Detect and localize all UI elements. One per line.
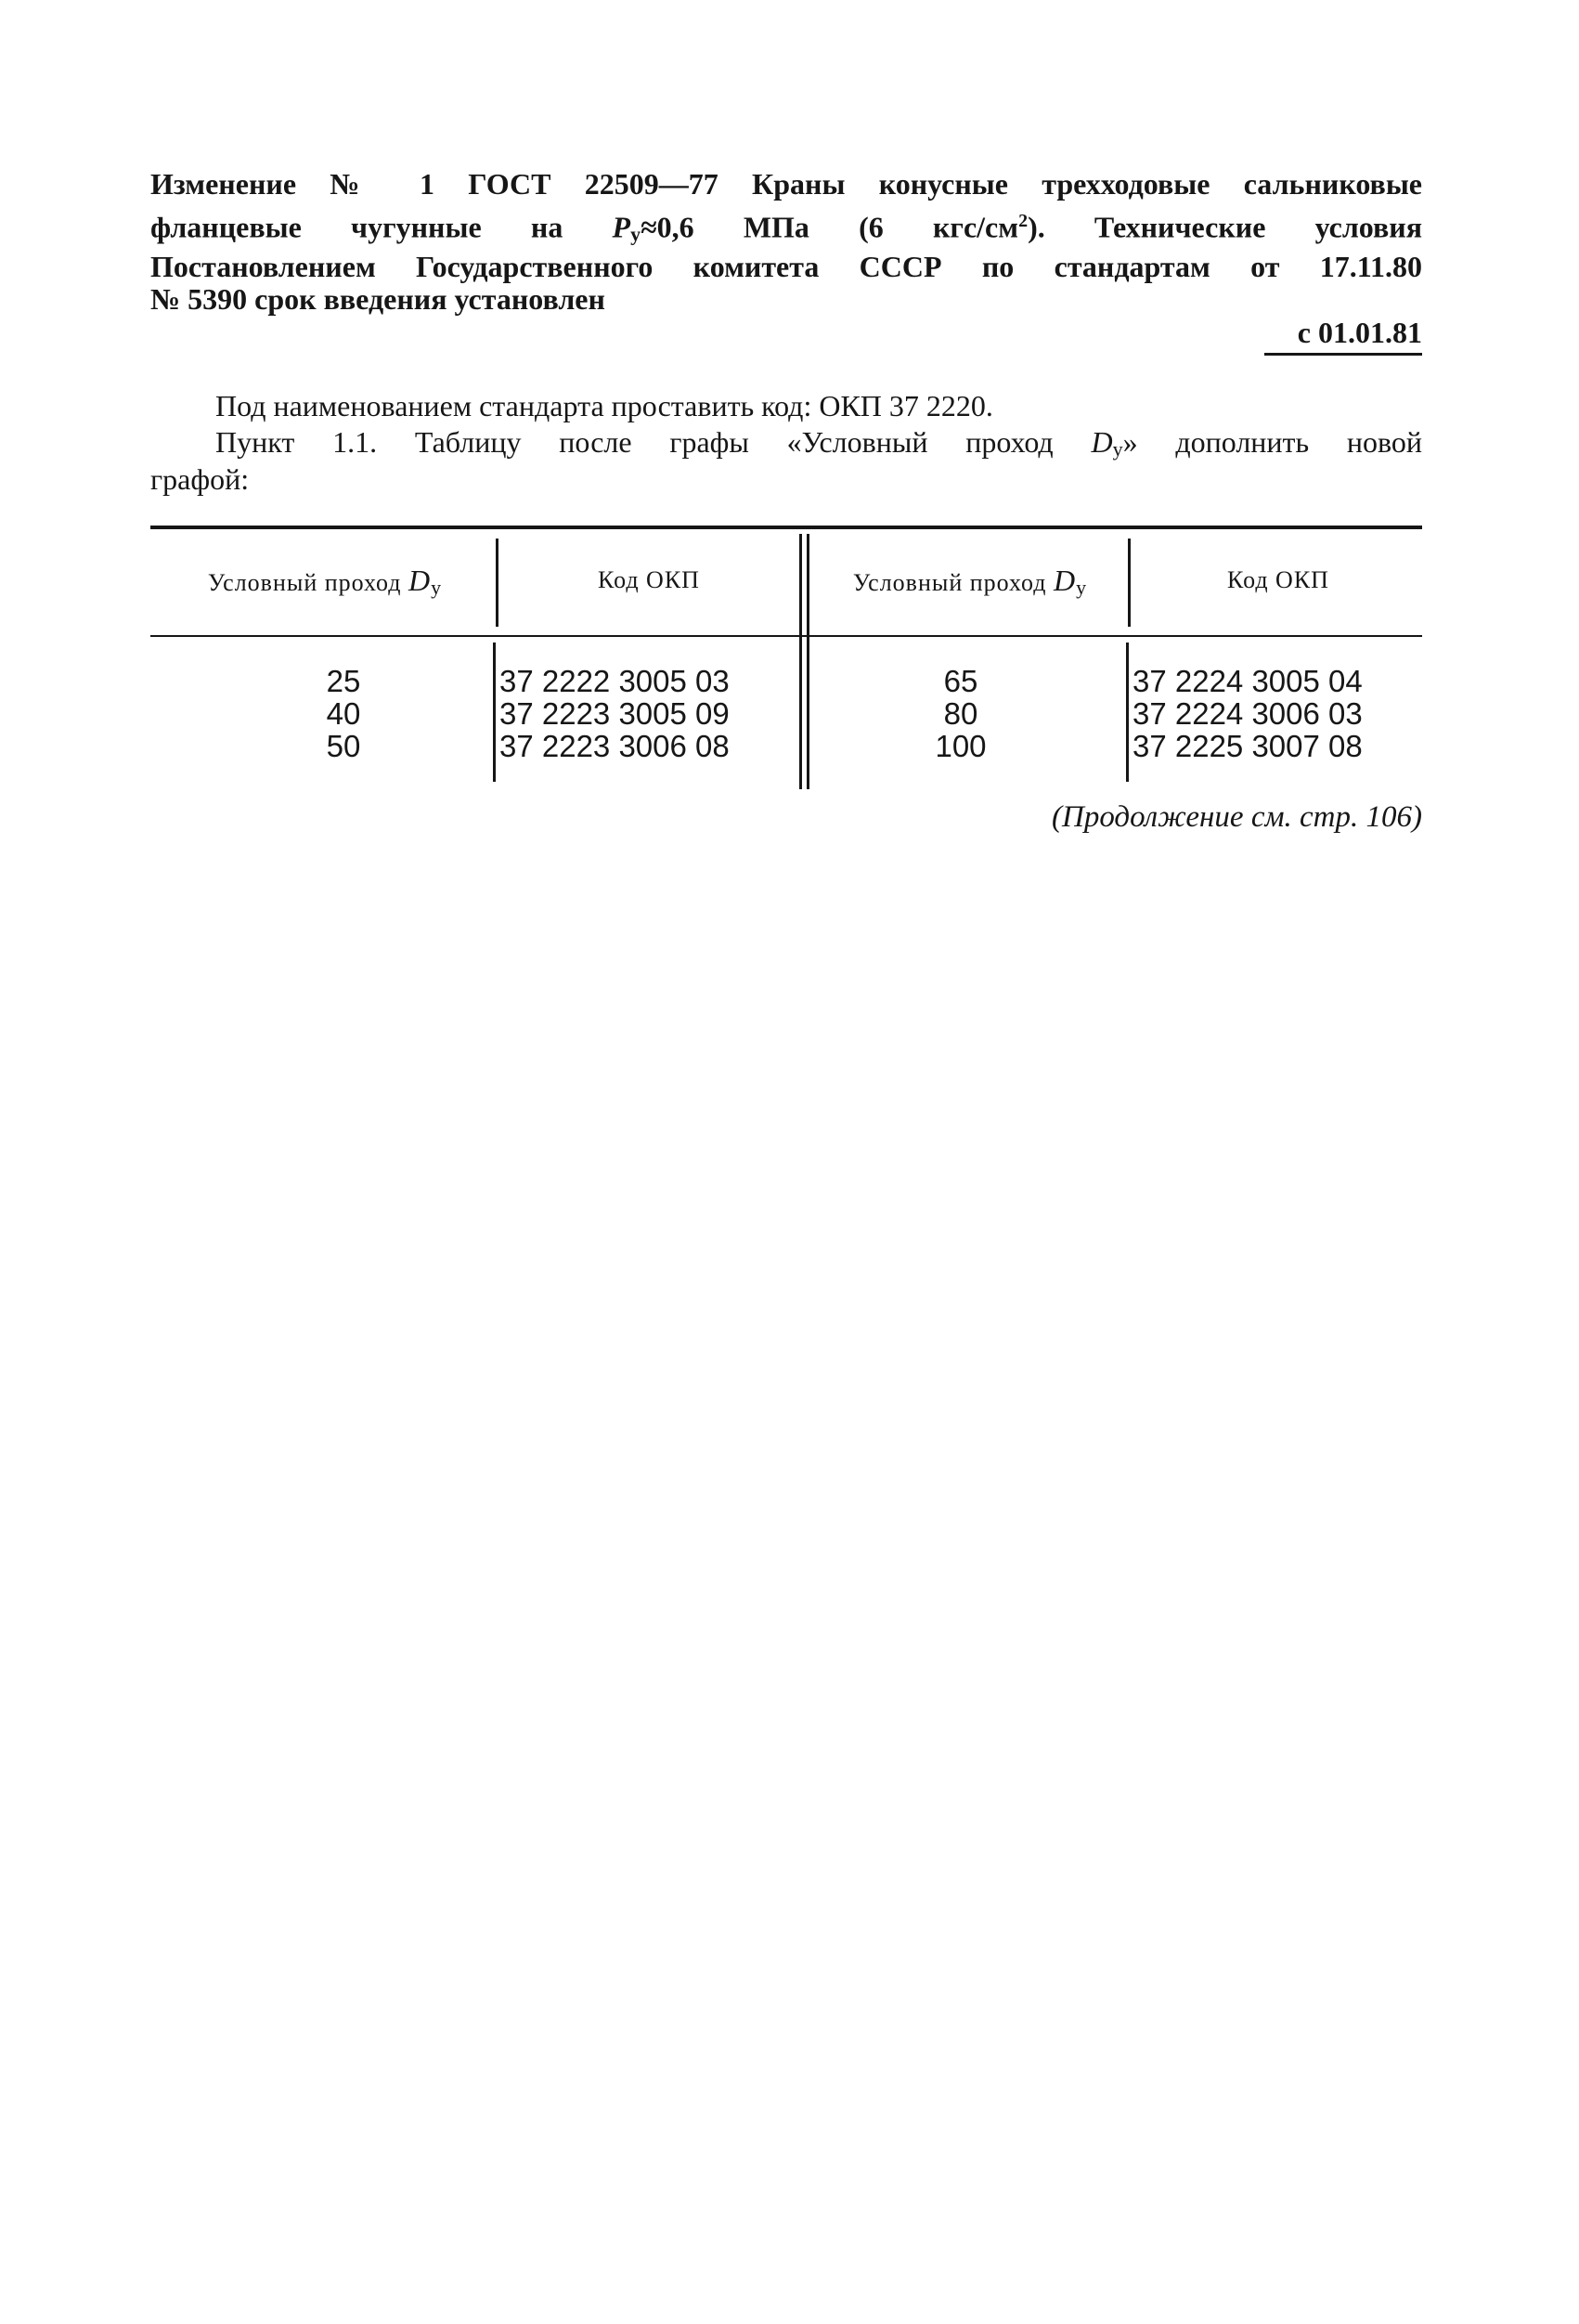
- diameter-symbol: D: [1091, 425, 1113, 459]
- column-header-nominal-bore-1: [158, 562, 492, 599]
- table-cell: 80: [943, 696, 978, 731]
- heading-line-2-before: фланцевые чугунные на: [150, 210, 563, 244]
- pressure-superscript: 2: [1018, 211, 1029, 231]
- column-divider-1-body: [493, 643, 496, 782]
- table-cell: 25: [326, 664, 361, 698]
- column-header-nominal-bore-1-label: Условный проход: [207, 569, 402, 596]
- diameter-subscript: у: [1112, 437, 1123, 461]
- nominal-bore-column-2: [914, 665, 1007, 762]
- paragraph-continuation: графой:: [150, 462, 250, 496]
- pressure-subscript: у: [630, 222, 641, 246]
- pressure-value: ≈0,6 МПа (6 кгс/см: [641, 210, 1019, 244]
- column-divider-3-body: [1126, 643, 1129, 782]
- column-header-nominal-bore-2: [815, 562, 1125, 599]
- paragraph-item-1-1: [215, 423, 1422, 468]
- table-header-rule: [150, 635, 1422, 637]
- table-cell: 40: [326, 696, 361, 731]
- nominal-bore-column-1: [306, 665, 381, 762]
- table-cell: 65: [943, 664, 978, 698]
- column-header-okp-code-1: Код ОКП: [598, 566, 700, 593]
- date-underline: [1264, 353, 1422, 356]
- diameter-subscript: у: [431, 576, 443, 599]
- column-header-okp-code-2: Код ОКП: [1227, 566, 1329, 593]
- paragraph-okp-code: Под наименованием стандарта проставить код: ОКП 37 2220.: [215, 389, 993, 422]
- table-cell: 37 2224 3006 03: [1132, 696, 1363, 731]
- paragraph-item-1-1-before: Пункт 1.1. Таблицу после графы «Условный проход: [215, 425, 1054, 459]
- heading-line-2: [150, 202, 1422, 253]
- okp-code-column-1: [499, 665, 730, 762]
- table-cell: 37 2225 3007 08: [1132, 729, 1363, 763]
- heading-line-2-after: ). Технические условия: [1028, 210, 1423, 244]
- table-cell: 37 2222 3005 03: [499, 664, 730, 698]
- table-cell: 37 2223 3006 08: [499, 729, 730, 763]
- column-divider-3-header: [1128, 539, 1131, 627]
- column-header-nominal-bore-2-label: Условный проход: [852, 569, 1047, 596]
- table-cell: 50: [326, 729, 361, 763]
- okp-code-column-2: [1132, 665, 1363, 762]
- double-divider-right: [807, 534, 809, 789]
- diameter-symbol: D: [1054, 564, 1077, 597]
- continuation-note: (Продолжение см. стр. 106): [1052, 800, 1422, 834]
- decree-line-1: Постановлением Государственного комитета СССР по стандартам от 17.11.80: [150, 250, 1422, 283]
- effective-date: с 01.01.81: [1297, 316, 1422, 349]
- decree-line-2: № 5390 срок введения установлен: [150, 282, 605, 316]
- column-divider-1-header: [496, 539, 498, 627]
- pressure-symbol: P: [612, 210, 631, 244]
- table-cell: 100: [935, 729, 987, 763]
- table-cell: 37 2223 3005 09: [499, 696, 730, 731]
- heading-line-1: Изменение № 1 ГОСТ 22509—77 Краны конусные трехходовые сальниковые: [150, 167, 1422, 201]
- diameter-subscript: у: [1076, 576, 1088, 599]
- table-top-rule: [150, 526, 1422, 529]
- paragraph-item-1-1-after: » дополнить новой: [1122, 425, 1423, 459]
- double-divider-left: [799, 534, 802, 789]
- diameter-symbol: D: [408, 564, 432, 597]
- table-cell: 37 2224 3005 04: [1132, 664, 1363, 698]
